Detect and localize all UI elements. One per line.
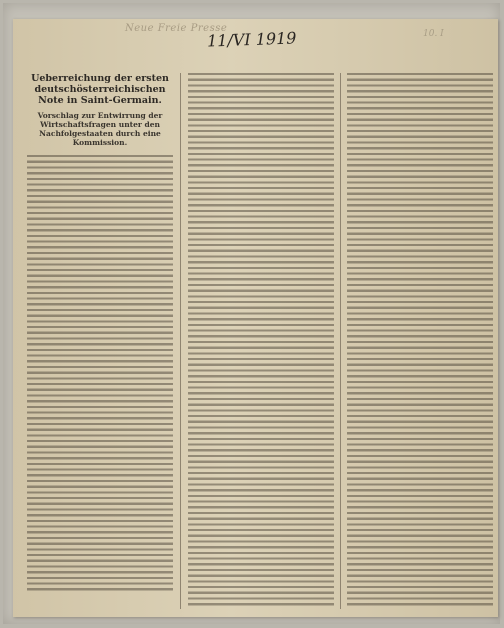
handwritten-date: 11/VI 1919 xyxy=(206,28,297,51)
column-divider xyxy=(180,73,181,609)
newspaper-clipping xyxy=(13,19,498,617)
body-text-lines xyxy=(27,153,173,593)
mount-card xyxy=(3,3,500,624)
body-text-lines xyxy=(347,71,493,607)
article-column-3 xyxy=(347,71,493,609)
body-text-lines xyxy=(188,71,334,607)
article-subheadline: Vorschlag zur Entwirrung der Wirtschaftsfragen unter den Nachfolgestaaten durch eine Kommission. xyxy=(37,111,163,147)
article-column-1 xyxy=(27,73,173,611)
column-divider xyxy=(340,73,341,609)
newspaper-masthead: Neue Freie Presse xyxy=(125,23,228,34)
page-mark: 10. I xyxy=(423,29,444,39)
article-headline: Ueberreichung der ersten deutschösterreichischen Note in Saint-Germain. xyxy=(31,73,169,106)
article-column-2 xyxy=(188,71,334,609)
